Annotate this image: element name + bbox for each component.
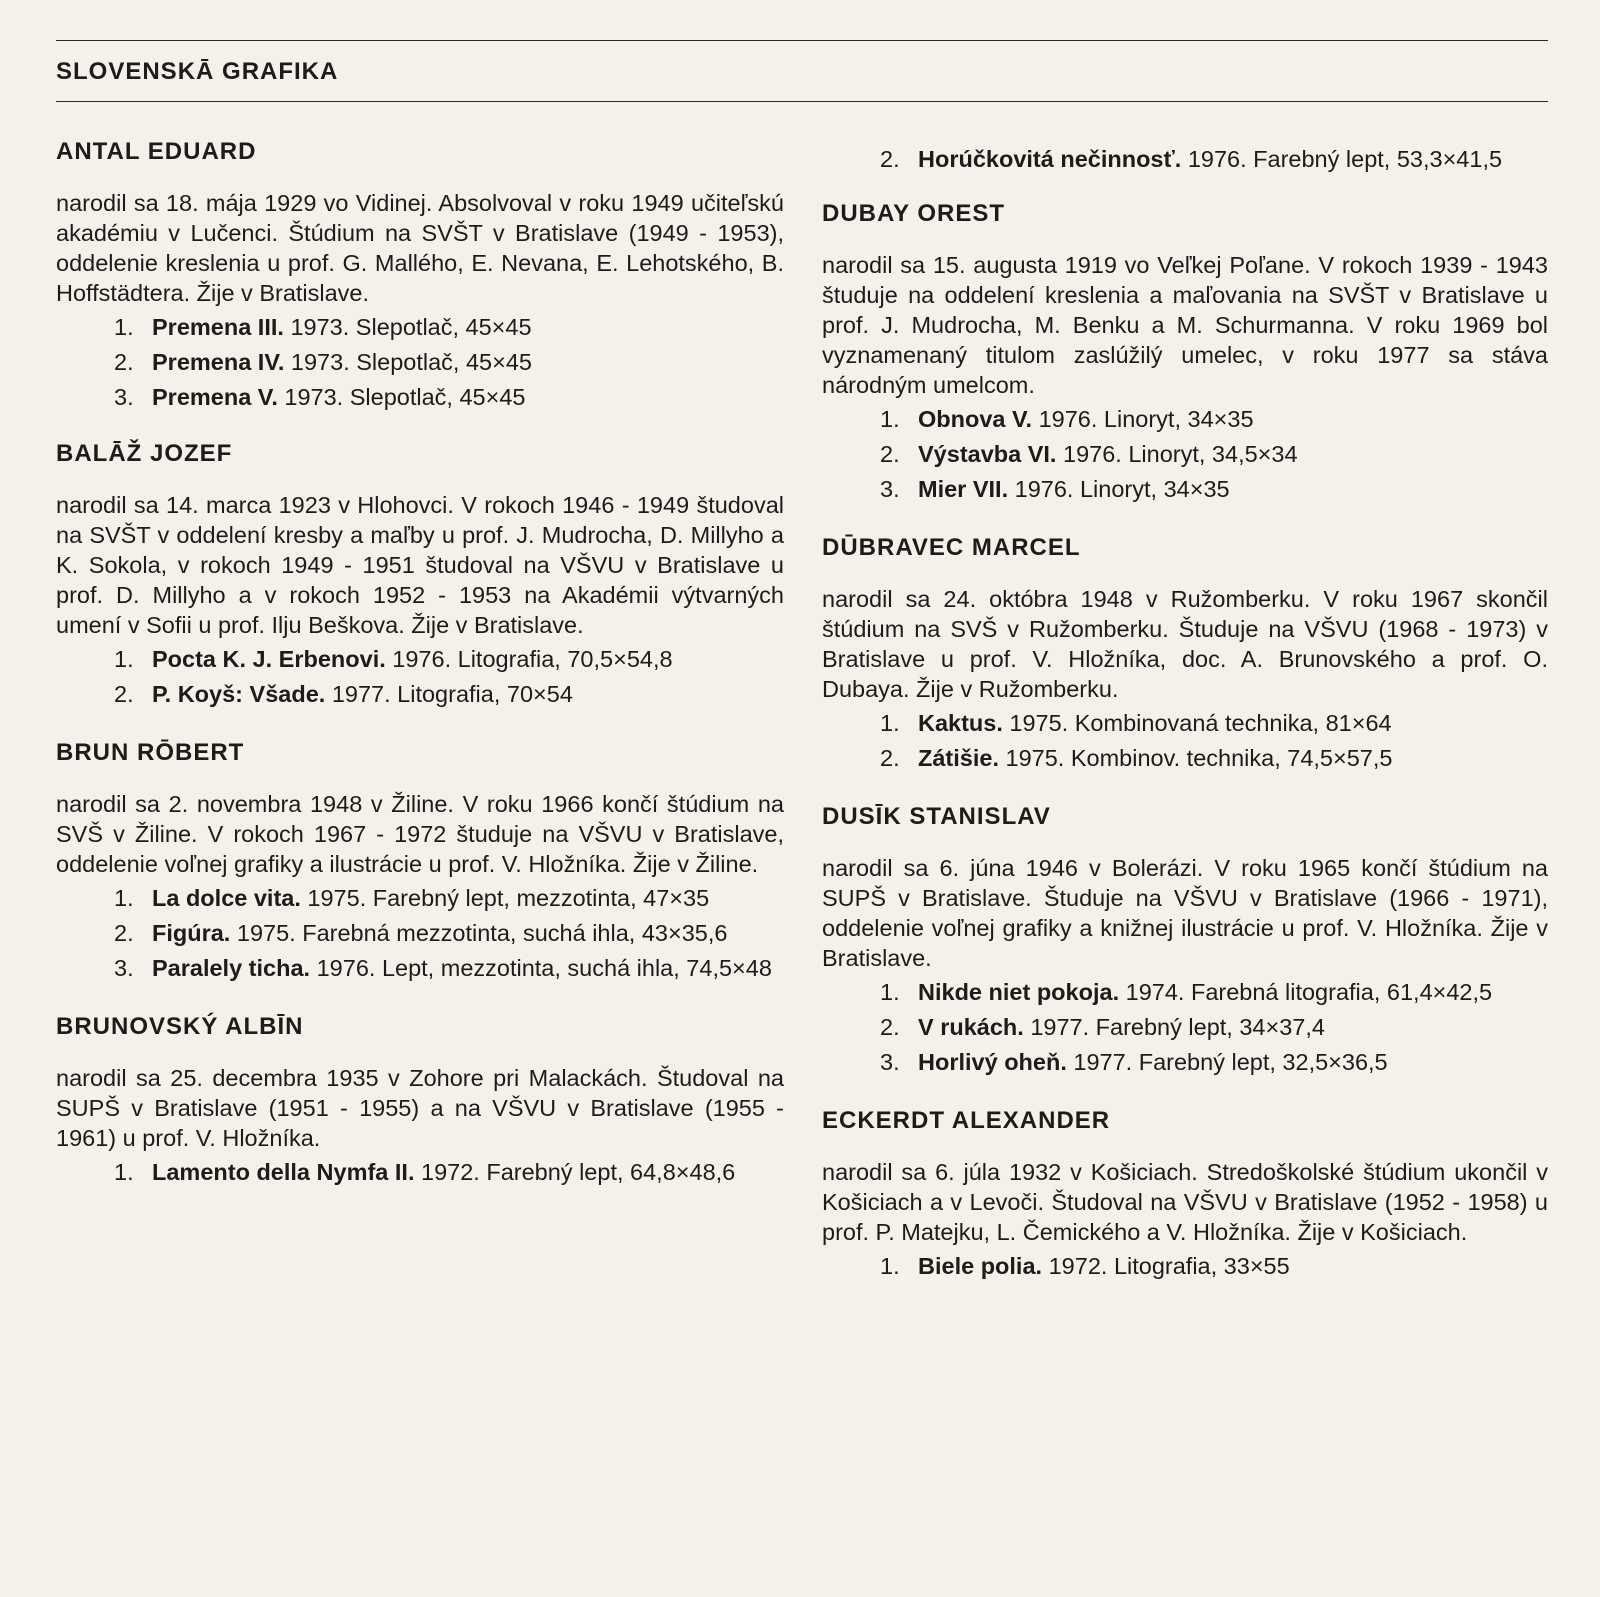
work-details: 1975. Farebný lept, mezzotinta, 47×35 bbox=[307, 885, 710, 911]
artist-bio: narodil sa 6. júla 1932 v Košiciach. Stredoškolské štúdium ukončil v Košiciach a v Levoči. Študoval na VŠVU v Bratislave (1952 - 1958) u prof. P. Matejku, L. Čemického a V. Hložníka. Žije v Košiciach. bbox=[822, 1159, 1548, 1245]
work-details: 1975. Farebná mezzotinta, suchá ihla, 43×35,6 bbox=[236, 920, 728, 946]
work-details: 1976. Farebný lept, 53,3×41,5 bbox=[1187, 146, 1503, 172]
work-number: 2. bbox=[880, 1014, 900, 1040]
work-item bbox=[56, 883, 784, 913]
work-title: Lamento della Nymfa II. bbox=[152, 1159, 415, 1185]
work-title: Premena III. bbox=[152, 314, 284, 340]
work-item bbox=[56, 644, 784, 674]
work-item bbox=[822, 474, 1548, 504]
work-number: 2. bbox=[880, 441, 900, 467]
work-title: Figúra. bbox=[152, 920, 231, 946]
work-title: Nikde niet pokoja. bbox=[918, 979, 1120, 1005]
artist-name: BRUNOVSKÝ ALBĪN bbox=[56, 1013, 304, 1040]
work-title: Pocta K. J. Erbenovi. bbox=[152, 646, 386, 672]
work-details: 1973. Slepotlač, 45×45 bbox=[284, 384, 526, 410]
works-list bbox=[822, 144, 1548, 174]
work-number: 2. bbox=[114, 681, 134, 707]
artist-bio: narodil sa 14. marca 1923 v Hlohovci. V rokoch 1946 - 1949 študoval na SVŠT v oddelení kresby a maľby u prof. J. Mudrocha, D. Millyho a K. Sokola, v rokoch 1949 - 1951 študoval na VŠVU v Bratislave u prof. D. Millyho a v rokoch 1952 - 1953 na Akadémii výtvarných umení v Sofii u prof. Ilju Beškova. Žije v Bratislave. bbox=[56, 492, 784, 638]
work-details: 1976. Litografia, 70,5×54,8 bbox=[392, 646, 673, 672]
work-details: 1977. Farebný lept, 34×37,4 bbox=[1030, 1014, 1325, 1040]
artist-entry bbox=[822, 200, 1548, 504]
work-number: 1. bbox=[114, 314, 134, 340]
work-item bbox=[56, 918, 784, 948]
top-rule bbox=[56, 40, 1548, 41]
work-details: 1976. Linoryt, 34×35 bbox=[1014, 476, 1230, 502]
work-item bbox=[822, 1012, 1548, 1042]
artist-bio: narodil sa 24. októbra 1948 v Ružomberku. V roku 1967 skončil štúdium na SVŠ v Ružomberku. Študuje na VŠVU (1968 - 1973) v Bratislave u prof. V. Hložníka, doc. A. Brunovského a prof. O. Dubaya. Žije v Ružomberku. bbox=[822, 586, 1548, 702]
artist-name: BALĀŽ JOZEF bbox=[56, 440, 233, 467]
work-item bbox=[822, 144, 1548, 174]
work-number: 2. bbox=[114, 349, 134, 375]
work-item bbox=[56, 679, 784, 709]
work-number: 2. bbox=[880, 745, 900, 771]
artist-entry bbox=[56, 440, 784, 709]
artist-entry bbox=[56, 138, 784, 412]
artist-entry bbox=[822, 803, 1548, 1077]
work-details: 1976. Linoryt, 34×35 bbox=[1038, 406, 1254, 432]
artist-name: BRUN RŌBERT bbox=[56, 739, 245, 766]
right-column bbox=[822, 144, 1548, 1286]
work-number: 1. bbox=[114, 646, 134, 672]
work-number: 3. bbox=[880, 476, 900, 502]
work-details: 1973. Slepotlač, 45×45 bbox=[290, 349, 532, 375]
artist-name: DŪBRAVEC MARCEL bbox=[822, 534, 1081, 561]
artist-bio: narodil sa 18. mája 1929 vo Vidinej. Absolvoval v roku 1949 učiteľskú akadémiu v Lučenci. Štúdium na SVŠT v Bratislave (1949 - 1953), oddelenie kreslenia u prof. G. Mallého, E. Nevana, E. Lehotského, B. Hoffstädtera. Žije v Bratislave. bbox=[56, 190, 784, 306]
artist-bio: narodil sa 2. novembra 1948 v Žiline. V roku 1966 končí štúdium na SVŠ v Žiline. V rokoch 1967 - 1972 študuje na VŠVU v Bratislave, oddelenie voľnej grafiky a ilustrácie u prof. V. Hložníka. Žije v Žiline. bbox=[56, 791, 784, 877]
works-list bbox=[822, 708, 1548, 773]
work-number: 1. bbox=[114, 1159, 134, 1185]
work-title: Biele polia. bbox=[918, 1253, 1043, 1279]
work-item bbox=[822, 977, 1548, 1007]
work-details: 1977. Litografia, 70×54 bbox=[331, 681, 573, 707]
work-item bbox=[56, 347, 784, 377]
work-item bbox=[56, 1157, 784, 1187]
page-title: SLOVENSKĀ GRAFIKA bbox=[56, 58, 339, 85]
header-underline-rule bbox=[56, 101, 1548, 102]
work-number: 1. bbox=[114, 885, 134, 911]
work-number: 3. bbox=[114, 955, 134, 981]
artist-name: DUBAY OREST bbox=[822, 200, 1006, 227]
work-item bbox=[56, 312, 784, 342]
work-number: 3. bbox=[114, 384, 134, 410]
work-title: Kaktus. bbox=[918, 710, 1003, 736]
work-item bbox=[822, 1251, 1548, 1281]
work-title: Výstavba VI. bbox=[918, 441, 1057, 467]
work-title: Zátišie. bbox=[918, 745, 999, 771]
work-item bbox=[822, 743, 1548, 773]
work-item bbox=[822, 1047, 1548, 1077]
works-list bbox=[822, 1251, 1548, 1281]
artist-name: ANTAL EDUARD bbox=[56, 138, 257, 165]
work-details: 1975. Kombinovaná technika, 81×64 bbox=[1009, 710, 1392, 736]
artist-name: DUSĪK STANISLAV bbox=[822, 803, 1051, 830]
work-title: Horúčkovitá nečinnosť. bbox=[918, 146, 1182, 172]
work-item bbox=[822, 708, 1548, 738]
artist-entry bbox=[822, 534, 1548, 773]
work-number: 2. bbox=[880, 146, 900, 172]
works-list bbox=[56, 883, 784, 983]
work-number: 1. bbox=[880, 979, 900, 1005]
artist-bio: narodil sa 25. decembra 1935 v Zohore pri Malackách. Študoval na SUPŠ v Bratislave (1951 - 1955) a na VŠVU v Bratislave (1955 - 1961) u prof. V. Hložníka. bbox=[56, 1065, 784, 1151]
work-title: La dolce vita. bbox=[152, 885, 301, 911]
work-details: 1973. Slepotlač, 45×45 bbox=[290, 314, 532, 340]
work-number: 1. bbox=[880, 1253, 900, 1279]
work-item bbox=[56, 382, 784, 412]
work-details: 1974. Farebná litografia, 61,4×42,5 bbox=[1125, 979, 1493, 1005]
works-list bbox=[56, 644, 784, 709]
artist-entry bbox=[56, 739, 784, 983]
work-item bbox=[56, 953, 784, 983]
artist-bio: narodil sa 6. júna 1946 v Bolerázi. V roku 1965 končí štúdium na SUPŠ v Bratislave. Študuje na VŠVU v Bratislave (1966 - 1971), oddelenie voľnej grafiky a knižnej ilustrácie u prof. V. Hložníka. Žije v Bratislave. bbox=[822, 855, 1548, 971]
works-list bbox=[56, 312, 784, 412]
work-details: 1976. Lept, mezzotinta, suchá ihla, 74,5×48 bbox=[316, 955, 772, 981]
works-list bbox=[822, 977, 1548, 1077]
work-title: P. Koyš: Všade. bbox=[152, 681, 326, 707]
artist-name: ECKERDT ALEXANDER bbox=[822, 1107, 1111, 1134]
work-number: 3. bbox=[880, 1049, 900, 1075]
work-item bbox=[822, 439, 1548, 469]
work-number: 1. bbox=[880, 710, 900, 736]
work-details: 1972. Farebný lept, 64,8×48,6 bbox=[421, 1159, 736, 1185]
artist-bio: narodil sa 15. augusta 1919 vo Veľkej Poľane. V rokoch 1939 - 1943 študuje na oddelení kreslenia a maľovania na SVŠT v Bratislave u prof. J. Mudrocha, M. Benku a M. Schurmanna. V roku 1969 bol vyznamenaný titulom zaslúžilý umelec, v roku 1977 sa stáva národným umelcom. bbox=[822, 252, 1548, 398]
artist-entry bbox=[56, 1013, 784, 1187]
work-title: Obnova V. bbox=[918, 406, 1033, 432]
works-list bbox=[822, 404, 1548, 504]
work-details: 1976. Linoryt, 34,5×34 bbox=[1063, 441, 1298, 467]
work-details: 1977. Farebný lept, 32,5×36,5 bbox=[1073, 1049, 1388, 1075]
work-title: Premena V. bbox=[152, 384, 278, 410]
works-list bbox=[56, 1157, 784, 1187]
work-details: 1972. Litografia, 33×55 bbox=[1048, 1253, 1290, 1279]
work-title: Mier VII. bbox=[918, 476, 1009, 502]
work-title: Horlivý oheň. bbox=[918, 1049, 1067, 1075]
work-title: Paralely ticha. bbox=[152, 955, 311, 981]
continued-entry bbox=[822, 144, 1548, 174]
left-column bbox=[56, 138, 784, 1192]
artist-entry bbox=[822, 1107, 1548, 1281]
work-details: 1975. Kombinov. technika, 74,5×57,5 bbox=[1005, 745, 1393, 771]
work-title: Premena IV. bbox=[152, 349, 285, 375]
work-number: 1. bbox=[880, 406, 900, 432]
work-number: 2. bbox=[114, 920, 134, 946]
work-item bbox=[822, 404, 1548, 434]
work-title: V rukách. bbox=[918, 1014, 1024, 1040]
